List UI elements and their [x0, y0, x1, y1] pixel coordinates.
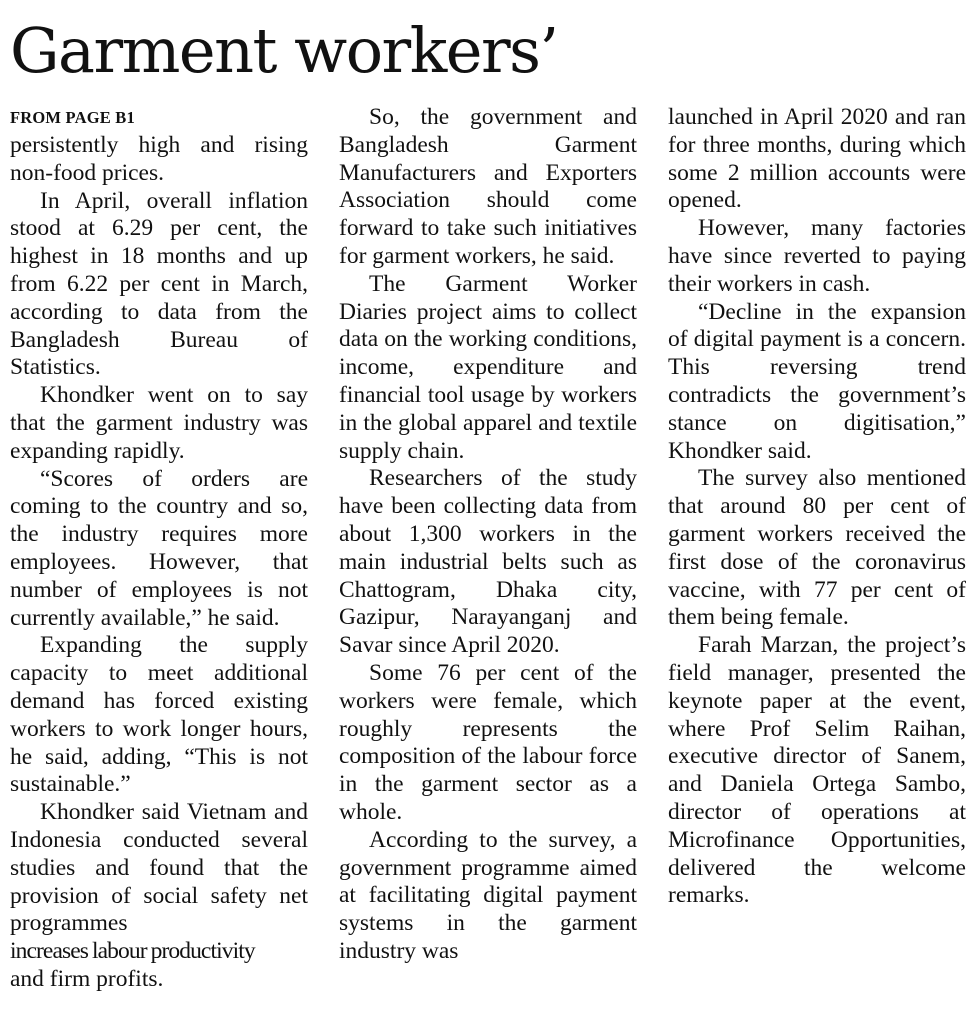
paragraph: However, many factories have since reverted to paying their workers in cash.	[668, 215, 966, 297]
paragraph-line: and firm profits.	[10, 965, 164, 992]
column-3	[668, 104, 966, 910]
paragraph: Khondker went on to say that the garment industry was expanding rapidly.	[10, 382, 308, 464]
paragraph: “Scores of orders are coming to the country and so, the industry requires more employees. However, that number of employees is not currently available,” he said.	[10, 465, 308, 631]
paragraph: launched in April 2020 and ran for three months, during which some 2 million accounts were opened.	[668, 104, 966, 214]
column-1	[10, 104, 308, 994]
paragraph: So, the government and Bangladesh Garment Manufacturers and Exporters Association should come forward to take such initiatives for garment workers, he said.	[339, 104, 637, 269]
paragraph: persistently high and rising non-food prices.	[10, 132, 308, 186]
column-2	[339, 104, 637, 966]
paragraph: The Garment Worker Diaries project aims to collect data on the working conditions, income, expenditure and financial tool usage by workers in the global apparel and textile supply chain.	[339, 270, 637, 464]
paragraph: Expanding the supply capacity to meet additional demand has forced existing workers to work longer hours, he said, adding, “This is not sustainable.”	[10, 632, 308, 798]
paragraph: In April, overall inflation stood at 6.29 per cent, the highest in 18 months and up from 6.22 per cent in March, according to data from the Bangladesh Bureau of Statistics.	[10, 187, 308, 381]
paragraph: According to the survey, a government programme aimed at facilitating digital payment systems in the garment industry was	[339, 826, 637, 964]
paragraph: Farah Marzan, the project’s field manager, presented the keynote paper at the event, where Prof Selim Raihan, executive director of Sanem, and Daniela Ortega Sambo, director of operations at Microfinance Opportunities, delivered the welcome remarks.	[668, 632, 966, 909]
paragraph: The survey also mentioned that around 80 per cent of garment workers received the first dose of the coronavirus vaccine, with 77 per cent of them being female.	[668, 465, 966, 631]
article-headline: Garment workers’	[10, 14, 558, 87]
paragraph: “Decline in the expansion of digital payment is a concern. This reversing trend contradicts the government’s stance on digitisation,” Khondker said.	[668, 298, 966, 464]
paragraph-line: increases labour productivity	[10, 938, 255, 965]
paragraph: Khondker said Vietnam and Indonesia conducted several studies and found that the provision of social safety net programmes	[10, 799, 308, 937]
paragraph: Some 76 per cent of the workers were female, which roughly represents the composition of the labour force in the garment sector as a whole.	[339, 659, 637, 825]
continued-from-label: FROM PAGE B1	[10, 108, 135, 127]
paragraph: Researchers of the study have been collecting data from about 1,300 workers in the main industrial belts such as Chattogram, Dhaka city, Gazipur, Narayanganj and Savar since April 2020.	[339, 465, 637, 659]
article-body	[10, 104, 968, 1026]
